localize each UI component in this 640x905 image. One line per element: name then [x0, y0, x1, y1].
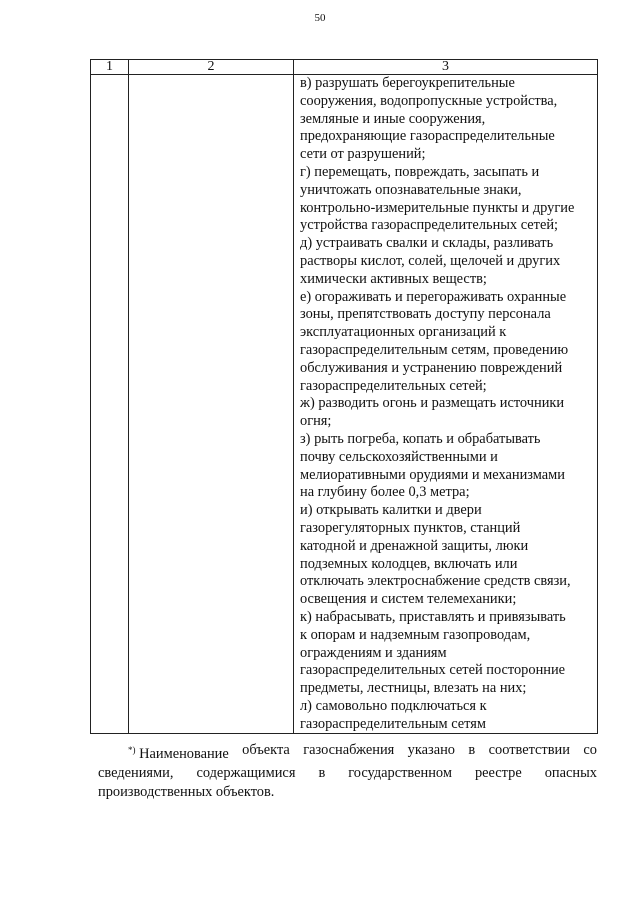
- footnote-word: Наименование: [139, 746, 229, 762]
- list-line: освещения и систем телемеханики;: [300, 591, 517, 608]
- list-line: сети от разрушений;: [300, 146, 426, 163]
- footnote-word: газоснабжения: [303, 742, 395, 758]
- footnote-word: в: [318, 765, 326, 781]
- list-line: растворы кислот, солей, щелочей и других: [300, 252, 561, 269]
- footnote-word: соответствии: [488, 742, 570, 758]
- list-line: мелиоративными орудиями и механизмами: [300, 466, 565, 483]
- list-line: д) устраивать свалки и склады, разливать: [300, 235, 554, 252]
- list-line: химически активных веществ;: [300, 270, 487, 287]
- list-line: сооружения, водопропускные устройства,: [300, 92, 558, 109]
- footnote-line-1: [98, 741, 597, 764]
- list-line: газораспределительных сетей посторонние: [300, 662, 566, 679]
- list-line: ж) разводить огонь и размещать источники: [300, 395, 565, 412]
- cell-column-1: [91, 75, 129, 734]
- list-line: отключать электроснабжение средств связи,: [300, 573, 571, 590]
- footnote-word: реестре: [474, 765, 522, 781]
- list-line: газораспределительным сетям, проведению: [300, 341, 569, 358]
- list-line: к) набрасывать, приставлять и привязывать: [300, 608, 566, 625]
- footnote-line-3: производственных объектов.: [98, 784, 275, 800]
- column-header-1: 1: [91, 60, 129, 75]
- list-line: к опорам и надземным газопроводам,: [300, 626, 531, 643]
- list-line: земляные и иные сооружения,: [300, 110, 486, 127]
- footnote-word: объекта: [242, 742, 290, 758]
- list-line: и) открывать калитки и двери: [300, 502, 482, 519]
- list-line: контрольно-измерительные пункты и другие: [300, 199, 575, 216]
- column-header-2: 2: [129, 60, 294, 75]
- footnote-word: со: [583, 742, 597, 758]
- footnote-line-2: [98, 764, 597, 783]
- list-line: в) разрушать берегоукрепительные: [300, 75, 515, 91]
- cell-column-3: [294, 75, 598, 734]
- list-line: уничтожать опознавательные знаки,: [300, 181, 522, 198]
- footnote-word: в: [468, 742, 476, 758]
- page-number: 50: [314, 12, 326, 24]
- list-line: л) самовольно подключаться к: [300, 697, 487, 714]
- list-line: зоны, препятствовать доступу персонала: [300, 306, 551, 323]
- requirements-table: [90, 59, 598, 734]
- list-line: газораспределительных сетей;: [300, 377, 487, 394]
- footnote: [98, 741, 597, 802]
- list-line: газорегуляторных пунктов, станций: [300, 519, 521, 536]
- list-line: огня;: [300, 413, 332, 430]
- table-header-row: [91, 60, 598, 75]
- footnote-word: опасных: [544, 765, 597, 781]
- cell-column-2: [129, 75, 294, 734]
- list-line: на глубину более 0,3 метра;: [300, 484, 470, 501]
- footnote-word: содержащимися: [196, 765, 296, 781]
- list-line: катодной и дренажной защиты, люки: [300, 537, 529, 554]
- list-line: г) перемещать, повреждать, засыпать и: [300, 163, 540, 180]
- list-line: почву сельскохозяйственными и: [300, 448, 498, 465]
- list-line: подземных колодцев, включать или: [300, 555, 518, 572]
- list-line: предметы, лестницы, влезать на них;: [300, 680, 527, 697]
- list-line: газораспределительным сетям: [300, 715, 487, 732]
- footnote-marker: *): [128, 745, 136, 755]
- list-line: ограждениям и зданиям: [300, 644, 447, 661]
- footnote-word: сведениями,: [98, 765, 174, 781]
- list-line: обслуживания и устранению повреждений: [300, 359, 563, 376]
- column-header-3: 3: [294, 60, 598, 75]
- list-line: эксплуатационных организаций к: [300, 324, 507, 341]
- footnote-word: государственном: [348, 765, 452, 781]
- table-row: [91, 75, 598, 734]
- list-line: предохраняющие газораспределительные: [300, 128, 555, 145]
- list-line: е) огораживать и перегораживать охранные: [300, 288, 567, 305]
- list-line: устройства газораспределительных сетей;: [300, 217, 559, 234]
- footnote-word: указано: [407, 742, 455, 758]
- list-line: з) рыть погреба, копать и обрабатывать: [300, 430, 541, 447]
- footnote-first-word: [128, 741, 229, 764]
- prohibitions-list: [294, 75, 597, 733]
